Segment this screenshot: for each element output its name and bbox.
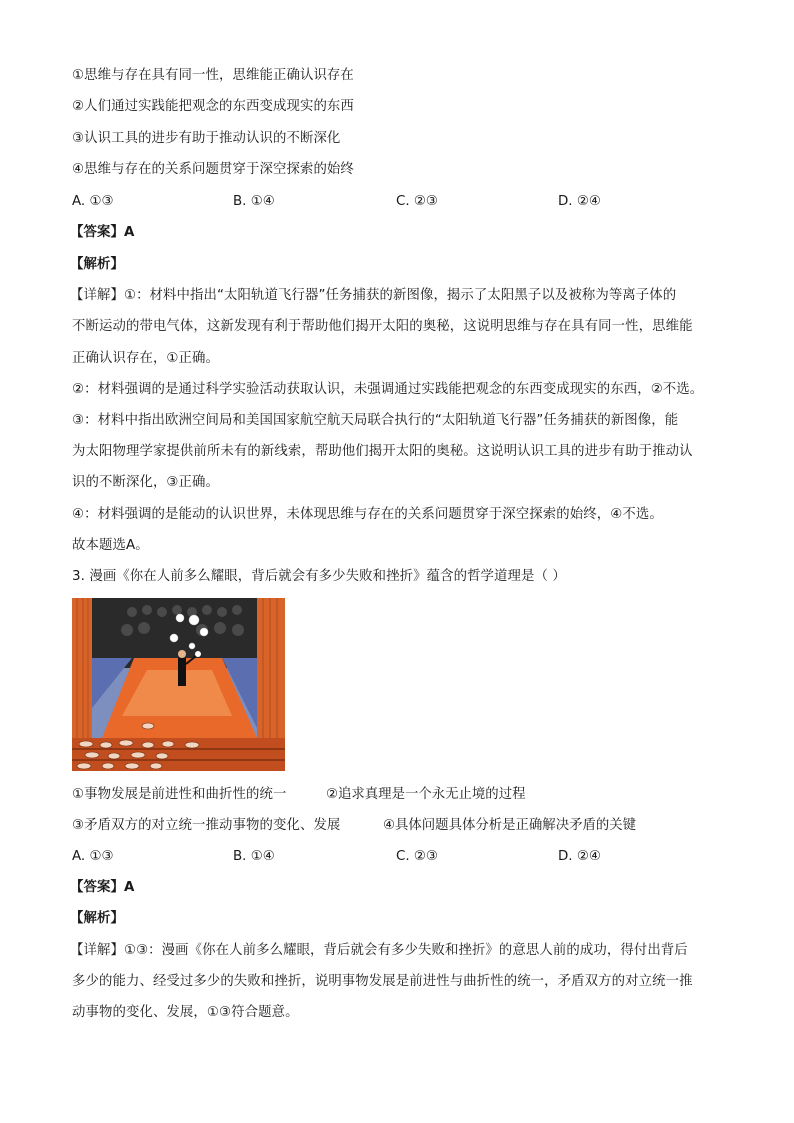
q2-detail-line: 识的不断深化，③正确。 bbox=[72, 475, 220, 490]
q3-detail-line: 多少的能力、经受过多少的失败和挫折，说明事物发展是前进性与曲折性的统一，矛盾双方的对立统一推 bbox=[72, 974, 693, 989]
q2-detail-line: ②：材料强调的是通过科学实验活动获取认识，未强调通过实践能把观念的东西变成现实的东西，②不选。 bbox=[72, 382, 704, 397]
q2-option-d: D. ②④ bbox=[558, 194, 601, 209]
q3-stem: 3. 漫画《你在人前多么耀眼，背后就会有多少失败和挫折》蕴含的哲学道理是（ ） bbox=[72, 569, 566, 584]
q3-option-d: D. ②④ bbox=[558, 849, 601, 864]
q2-item-1: ①思维与存在具有同一性，思维能正确认识存在 bbox=[72, 68, 354, 83]
cartoon-image bbox=[72, 598, 285, 771]
q3-option-c: C. ②③ bbox=[396, 849, 438, 864]
q3-detail-line: 【详解】①③：漫画《你在人前多么耀眼，背后就会有多少失败和挫折》的意思人前的成功，得付出背后 bbox=[70, 943, 688, 958]
q3-option-b: B. ①④ bbox=[233, 849, 275, 864]
q3-item-1: ①事物发展是前进性和曲折性的统一 bbox=[72, 787, 287, 802]
q2-answer: 【答案】A bbox=[70, 225, 135, 240]
q2-detail-line: ③：材料中指出欧洲空间局和美国国家航空航天局联合执行的“太阳轨道飞行器”任务捕获的新图像，能 bbox=[72, 413, 679, 428]
q3-analysis-label: 【解析】 bbox=[70, 911, 124, 926]
q3-item-4: ④具体问题具体分析是正确解决矛盾的关键 bbox=[383, 818, 637, 833]
q2-detail-line: 【详解】①：材料中指出“太阳轨道飞行器”任务捕获的新图像，揭示了太阳黑子以及被称为等离子体的 bbox=[70, 288, 677, 303]
q3-detail-line: 动事物的变化、发展，①③符合题意。 bbox=[72, 1005, 299, 1020]
q2-item-3: ③认识工具的进步有助于推动认识的不断深化 bbox=[72, 131, 341, 146]
q2-item-4: ④思维与存在的关系问题贯穿于深空探索的始终 bbox=[72, 162, 354, 177]
q2-item-2: ②人们通过实践能把观念的东西变成现实的东西 bbox=[72, 99, 354, 114]
q2-option-a: A. ①③ bbox=[72, 194, 114, 209]
q2-detail-line: 不断运动的带电气体，这新发现有利于帮助他们揭开太阳的奥秘，这说明思维与存在具有同一性，思维能 bbox=[72, 319, 693, 334]
q2-analysis-label: 【解析】 bbox=[70, 257, 124, 272]
q2-option-c: C. ②③ bbox=[396, 194, 438, 209]
q3-answer: 【答案】A bbox=[70, 880, 135, 895]
q3-item-2: ②追求真理是一个永无止境的过程 bbox=[326, 787, 526, 802]
q3-item-3: ③矛盾双方的对立统一推动事物的变化、发展 bbox=[72, 818, 341, 833]
q3-option-a: A. ①③ bbox=[72, 849, 114, 864]
q2-detail-line: 故本题选A。 bbox=[72, 538, 149, 553]
q2-detail-line: 正确认识存在，①正确。 bbox=[72, 351, 220, 366]
q2-detail-line: ④：材料强调的是能动的认识世界，未体现思维与存在的关系问题贯穿于深空探索的始终，④不选。 bbox=[72, 507, 663, 522]
q2-detail-line: 为太阳物理学家提供前所未有的新线索，帮助他们揭开太阳的奥秘。这说明认识工具的进步有助于推动认 bbox=[72, 444, 693, 459]
q2-option-b: B. ①④ bbox=[233, 194, 275, 209]
